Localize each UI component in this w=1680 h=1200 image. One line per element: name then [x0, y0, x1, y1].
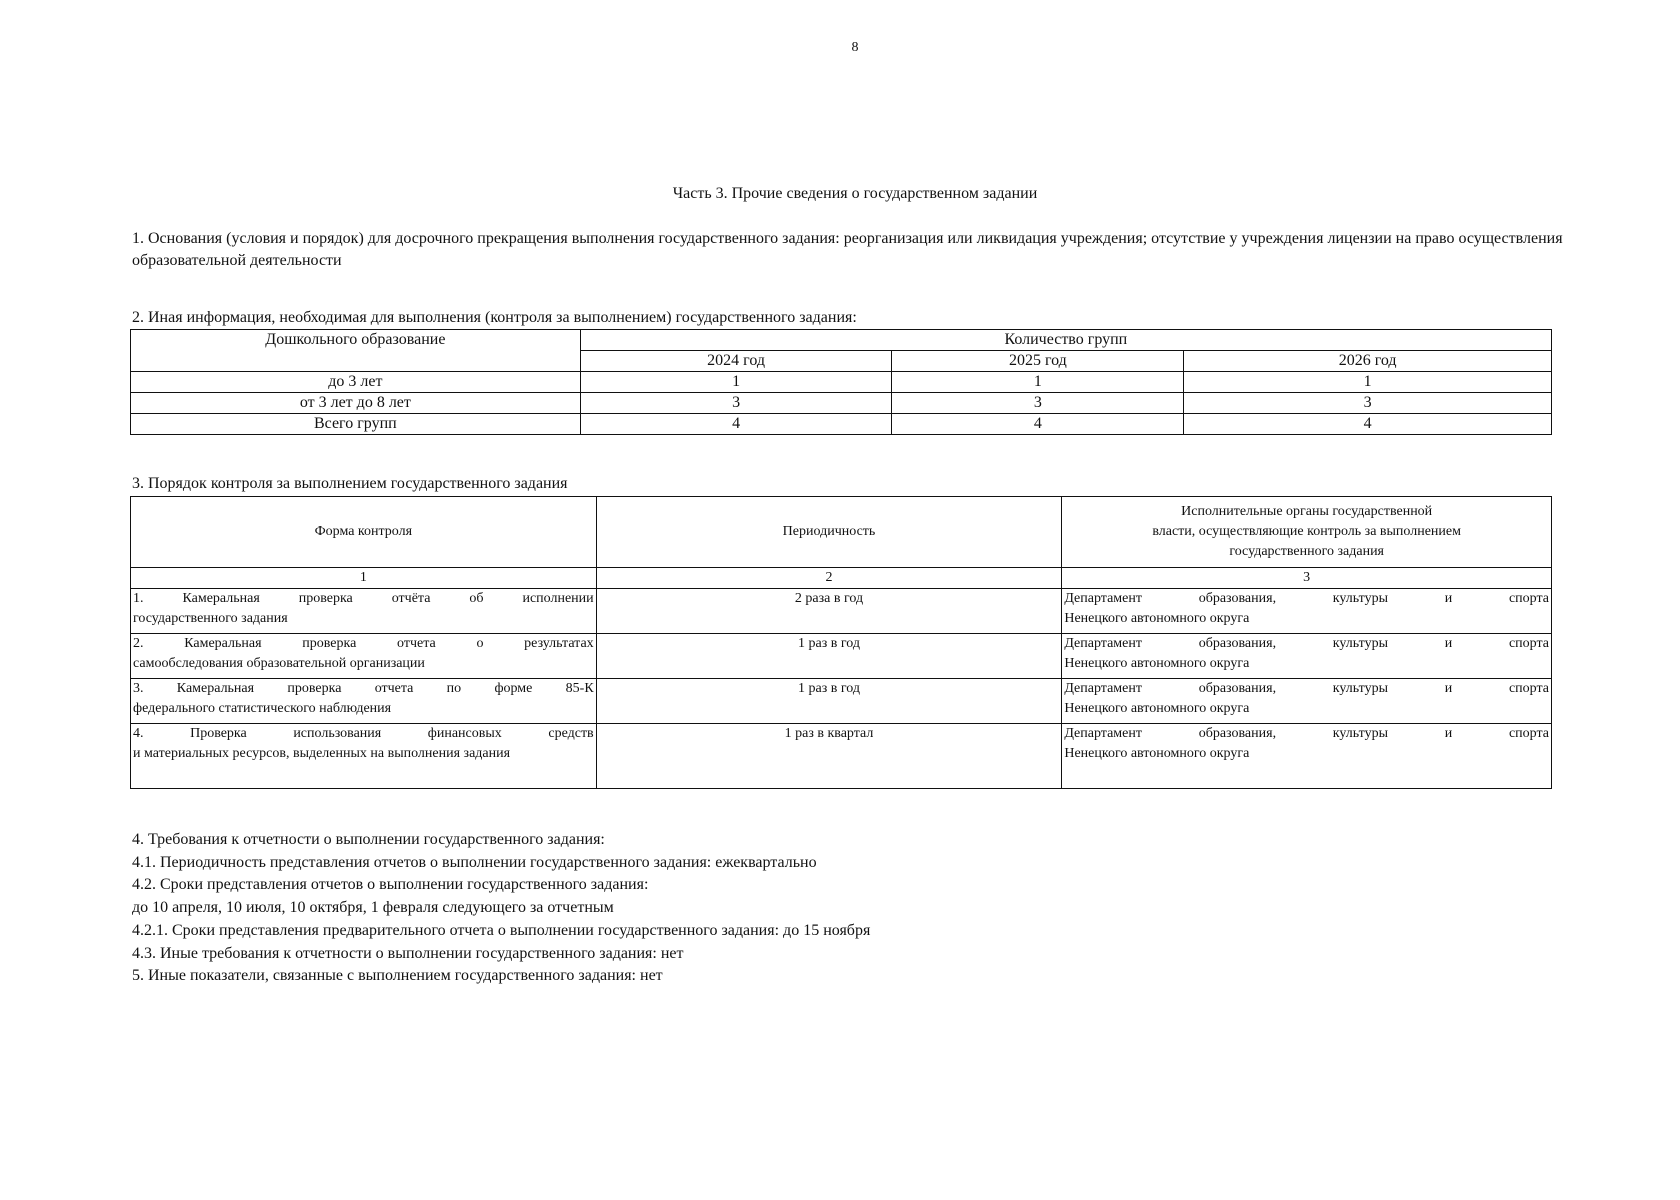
control-form-line: 3. Камеральная проверка отчета по форме 85-К [133, 681, 594, 696]
control-form-line: 1. Камеральная проверка отчёта об исполнении [133, 591, 594, 606]
cell-value: 1 [580, 372, 892, 393]
column-number: 3 [1062, 568, 1552, 589]
table-row [131, 393, 1552, 414]
control-form-line: самообследования образовательной организации [133, 656, 425, 671]
column-numbers-row [131, 568, 1552, 589]
cell-value: 4 [1184, 414, 1552, 435]
year-header: 2024 год [580, 351, 892, 372]
column-number: 1 [131, 568, 597, 589]
row-label: до 3 лет [131, 372, 581, 393]
cell-value: 1 [892, 372, 1184, 393]
control-organ-cell [1062, 634, 1552, 679]
control-organ-line: Департамент образования, культуры и спорта [1064, 681, 1549, 696]
year-header: 2025 год [892, 351, 1184, 372]
table-row [131, 724, 1552, 789]
control-table-header-row [131, 497, 1552, 568]
table-row [131, 589, 1552, 634]
header-organ-line: государственного задания [1229, 544, 1384, 559]
section-3-title: 3. Порядок контроля за выполнением государственного задания [132, 475, 568, 492]
cell-value: 4 [892, 414, 1184, 435]
control-form-cell [131, 679, 597, 724]
column-number: 2 [596, 568, 1062, 589]
table-row [131, 414, 1552, 435]
control-organ-line: Ненецкого автономного округа [1064, 656, 1250, 671]
control-form-cell [131, 589, 597, 634]
control-organ-line: Ненецкого автономного округа [1064, 611, 1250, 626]
page-number: 8 [851, 40, 859, 55]
requirement-line: 4.3. Иные требования к отчетности о выполнении государственного задания: нет [132, 944, 684, 962]
requirement-line: 5. Иные показатели, связанные с выполнением государственного задания: нет [132, 967, 663, 985]
cell-value: 1 [1184, 372, 1552, 393]
groups-table [130, 329, 1552, 435]
row-label: Всего групп [131, 414, 581, 435]
table-row [131, 679, 1552, 724]
header-organ-line: Исполнительные органы государственной [1181, 504, 1433, 519]
groups-table-col-header: Дошкольного образование [131, 330, 581, 372]
control-organ-line: Департамент образования, культуры и спорта [1064, 726, 1549, 741]
header-form: Форма контроля [131, 497, 597, 568]
control-organ-cell [1062, 679, 1552, 724]
groups-table-group-header: Количество групп [580, 330, 1551, 351]
cell-value: 3 [580, 393, 892, 414]
control-period-cell: 1 раз в квартал [596, 724, 1062, 789]
control-form-cell [131, 634, 597, 679]
section-2-title: 2. Иная информация, необходимая для выполнения (контроля за выполнением) государственного задания: [132, 309, 857, 326]
control-period-cell: 1 раз в год [596, 679, 1062, 724]
control-organ-line: Департамент образования, культуры и спорта [1064, 636, 1549, 651]
control-organ-cell [1062, 589, 1552, 634]
control-form-line: и материальных ресурсов, выделенных на выполнения задания [133, 746, 511, 761]
requirement-line: 4.2. Сроки представления отчетов о выполнении государственного задания: [132, 876, 649, 894]
header-organ-line: власти, осуществляющие контроль за выполнением [1152, 524, 1461, 539]
control-organ-cell [1062, 724, 1552, 789]
requirement-line: 4.2.1. Сроки представления предварительного отчета о выполнении государственного задания: до 15 ноября [132, 921, 871, 939]
groups-table-header-row [131, 330, 1552, 351]
reporting-requirements [132, 829, 1572, 988]
header-period: Периодичность [596, 497, 1062, 568]
table-row [131, 634, 1552, 679]
control-period-cell: 2 раза в год [596, 589, 1062, 634]
control-organ-line: Ненецкого автономного округа [1064, 701, 1250, 716]
section-1-grounds: 1. Основания (условия и порядок) для досрочного прекращения выполнения государственного задания: реорганизация или ликвидация учреждения; отсутствие у учреждения лицензии на право осуществления образовательной деятельности [132, 230, 1563, 269]
requirement-line: 4.1. Периодичность представления отчетов о выполнении государственного задания: ежеквартально [132, 853, 817, 871]
part-title: Часть 3. Прочие сведения о государственном задании [672, 185, 1038, 202]
row-label: от 3 лет до 8 лет [131, 393, 581, 414]
control-form-line: федерального статистического наблюдения [133, 701, 392, 716]
control-form-cell [131, 724, 597, 789]
requirement-line: до 10 апреля, 10 июля, 10 октября, 1 февраля следующего за отчетным [132, 899, 614, 917]
table-row [131, 372, 1552, 393]
cell-value: 3 [892, 393, 1184, 414]
control-form-line: 2. Камеральная проверка отчета о результатах [133, 636, 594, 651]
cell-value: 4 [580, 414, 892, 435]
requirement-line: 4. Требования к отчетности о выполнении государственного задания: [132, 831, 605, 848]
header-organ [1062, 497, 1552, 568]
control-table [130, 496, 1552, 789]
control-organ-line: Ненецкого автономного округа [1064, 746, 1250, 761]
control-form-line: 4. Проверка использования финансовых средств [133, 726, 594, 741]
control-form-line: государственного задания [133, 611, 288, 626]
cell-value: 3 [1184, 393, 1552, 414]
control-period-cell: 1 раз в год [596, 634, 1062, 679]
control-organ-line: Департамент образования, культуры и спорта [1064, 591, 1549, 606]
year-header: 2026 год [1184, 351, 1552, 372]
